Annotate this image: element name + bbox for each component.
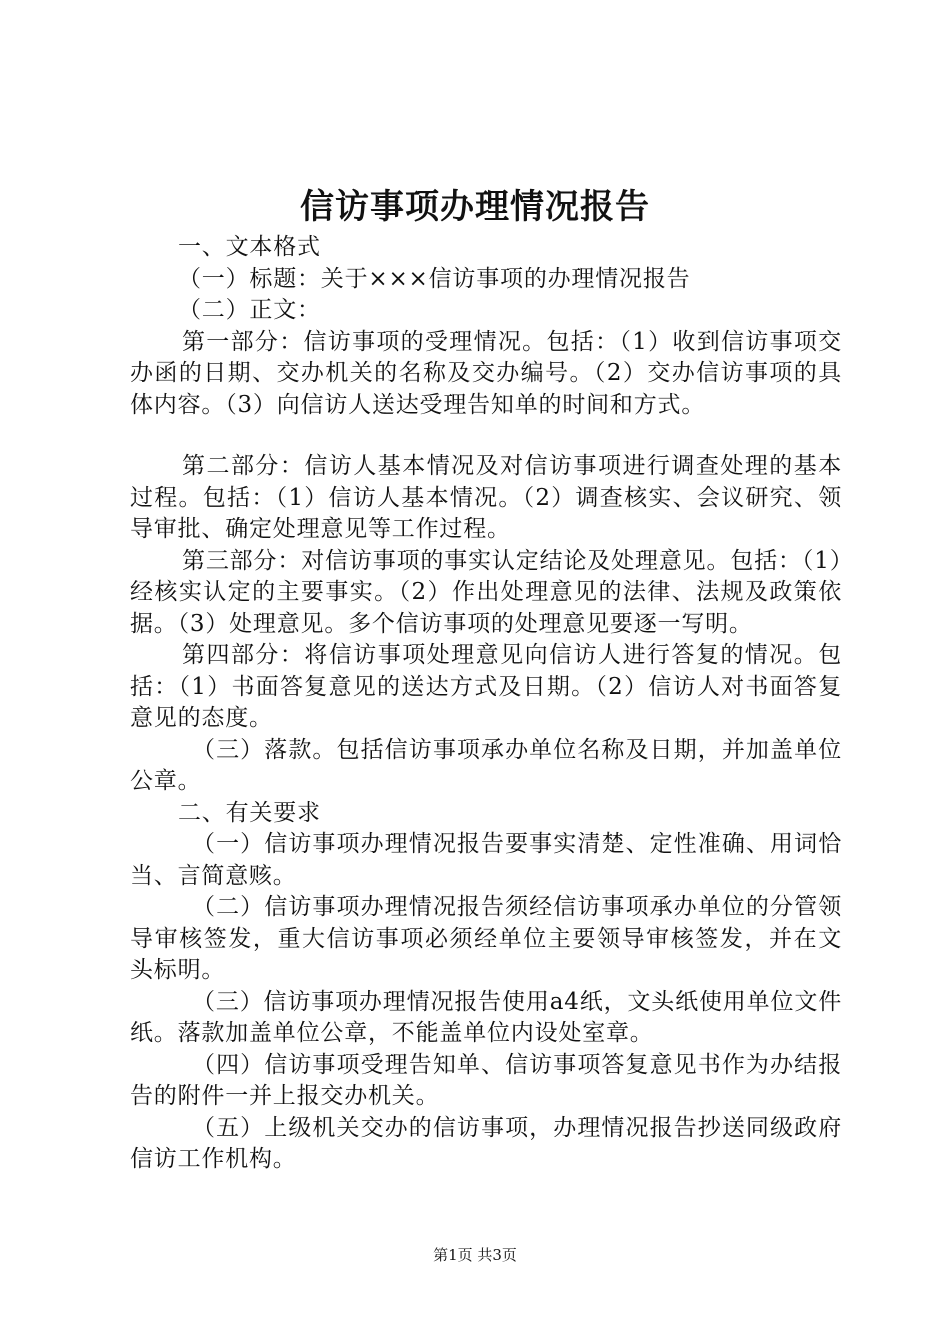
paragraph-requirement-1: （一）信访事项办理情况报告要事实清楚、定性准确、用词恰当、言简意赅。	[130, 831, 842, 889]
document-title: 信访事项办理情况报告	[300, 187, 650, 227]
paragraph-signature: （三）落款。包括信访事项承办单位名称及日期，并加盖单位公章。	[130, 736, 842, 794]
paragraph-requirement-5: （五）上级机关交办的信访事项，办理情况报告抄送同级政府信访工作机构。	[130, 1114, 842, 1172]
paragraph-part-two: 第二部分：信访人基本情况及对信访事项进行调查处理的基本过程。包括：（1）信访人基本情况。（2）调查核实、会议研究、领导审批、确定处理意见等工作过程。	[130, 453, 842, 542]
section-heading-requirements: 二、有关要求	[178, 799, 321, 826]
paragraph-part-four: 第四部分：将信访事项处理意见向信访人进行答复的情况。包括：（1）书面答复意见的送达方式及日期。（2）信访人对书面答复意见的态度。	[130, 642, 842, 731]
section-heading-format: 一、文本格式	[178, 234, 321, 260]
paragraph-requirement-4: （四）信访事项受理告知单、信访事项答复意见书作为办结报告的附件一并上报交办机关。	[130, 1051, 842, 1109]
paragraph-requirement-3: （三）信访事项办理情况报告使用a4纸，文头纸使用单位文件纸。落款加盖单位公章，不能盖单位内设处室章。	[130, 988, 842, 1046]
paragraph-title-item: （一）标题：关于×××信访事项的办理情况报告	[178, 265, 691, 292]
document-body	[130, 232, 842, 1176]
page-number-footer: 第1页 共3页	[433, 1246, 517, 1264]
paragraph-body-item: （二）正文：	[178, 297, 321, 323]
paragraph-requirement-2: （二）信访事项办理情况报告须经信访事项承办单位的分管领导审核签发，重大信访事项必须经单位主要领导审核签发，并在文头标明。	[130, 894, 842, 983]
paragraph-part-one: 第一部分：信访事项的受理情况。包括：（1）收到信访事项交办函的日期、交办机关的名称及交办编号。（2）交办信访事项的具体内容。（3）向信访人送达受理告知单的时间和方式。	[130, 328, 842, 418]
paragraph-part-three: 第三部分：对信访事项的事实认定结论及处理意见。包括：（1）经核实认定的主要事实。（2）作出处理意见的法律、法规及政策依据。（3）处理意见。多个信访事项的处理意见要逐一写明。	[130, 547, 842, 637]
